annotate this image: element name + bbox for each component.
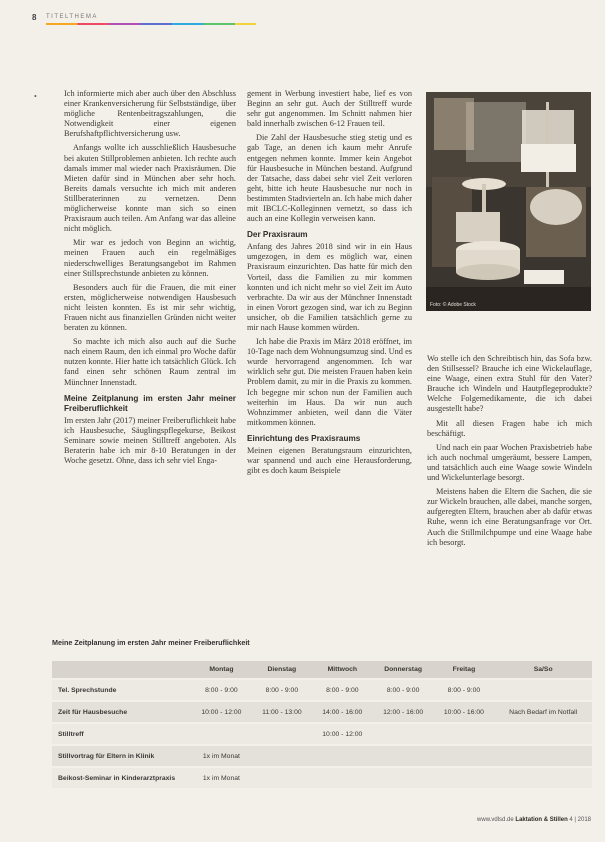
table-cell [312,767,373,788]
table-title: Meine Zeitplanung im ersten Jahr meiner Freiberuflichkeit [52,638,250,647]
table-cell: 8:00 - 9:00 [373,679,434,701]
page-header [32,13,572,25]
table-row [52,701,592,723]
table-cell [373,723,434,745]
section-heading: Der Praxisraum [247,230,308,240]
column-header: Donnerstag [373,661,434,679]
table-cell: 8:00 - 9:00 [191,679,252,701]
table-cell: 8:00 - 9:00 [434,679,495,701]
column-header [52,661,191,679]
table-cell: 8:00 - 9:00 [312,679,373,701]
column-header: Freitag [434,661,495,679]
column-header: Dienstag [252,661,312,679]
table-cell: 8:00 - 9:00 [252,679,312,701]
table-cell: 12:00 - 16:00 [373,701,434,723]
row-label: Stillvortrag für Eltern in Klinik [52,745,191,767]
section-label: TITELTHEMA [46,14,98,20]
row-label: Tel. Sprechstunde [52,679,191,701]
row-label: Beikost-Seminar in Kinderarztpraxis [52,767,191,788]
section-heading: Meine Zeitplanung im ersten Jahr meiner Freiberuflichkeit [64,393,236,413]
table-row [52,679,592,701]
column-header: Mittwoch [312,661,373,679]
table-row [52,723,592,745]
text-column-2 [247,89,412,619]
table-cell [494,679,592,701]
table-cell: 1x im Monat [191,745,252,767]
article-photo [426,92,591,311]
paragraph: gement in Werbung investiert habe, lief es von Beginn an sehr gut. Auch der Stilltreff wurde sehr gut angenommen. Im Schnitt nahmen hier bald innerhalb zwischen 6-12 Frauen teil. [247,89,412,129]
table-cell [373,767,434,788]
table-cell [434,723,495,745]
paragraph: Mit all diesen Fragen habe ich mich beschäftigt. [427,418,592,438]
section-heading: Einrichtung des Praxisraums [247,433,361,443]
page-number: 8 [32,13,37,22]
table-cell [191,723,252,745]
paragraph: Im ersten Jahr (2017) meiner Freiberuflichkeit habe ich Hausbesuche, Säuglingspflegekurse, Beikost Seminare sowie meinen Stilltreff angeboten. Als Beraterin habe ich mir 8-10 Beratungen in der Woche gesetzt. Ohne, dass ich sehr viel Enga- [64,415,236,465]
paragraph: So machte ich mich also auch auf die Suche nach einem Raum, den ich einmal pro Woche dafür nutzen konnte. Hier hatte ich tatsächlich Glück. Ich fand einen sehr schönen Raum zentral im Münchner Innenstadt. [64,337,236,387]
table-cell [373,745,434,767]
paragraph: Die Zahl der Hausbesuche stieg stetig und es gab Tage, an denen ich kaum mehr Anrufe entgegen nehmen konnte. Immer kein Angebot für Hausbesuche in München bestand. Aufgrund der Tatsache, dass dabei sehr viel Zeit verloren geht, bitte ich heute Hausbesuche nur noch in bestimmten Stadtvierteln an. Ich habe mich daher mit IBCLC-Kolleginnen vernetzt, so dass ich auch an eine Kollegin verweisen kann. [247,133,412,224]
table-cell: 14:00 - 16:00 [312,701,373,723]
table-cell [434,745,495,767]
paragraph: Und nach ein paar Wochen Praxisbetrieb habe ich auch nochmal umgeräumt, bessere Lampen, und tatsächlich auch eine Waage sowie Windeln und Wickelunterlage besorgt. [427,442,592,483]
header-color-bar [46,23,256,25]
table-cell: 10:00 - 16:00 [434,701,495,723]
schedule-table [52,661,592,788]
table-row [52,767,592,788]
table-cell: 10:00 - 12:00 [312,723,373,745]
page-footer [477,817,591,823]
column-header: Sa/So [494,661,592,679]
footer-issue: 4 | 2018 [569,817,591,823]
table-cell [252,723,312,745]
table-row [52,745,592,767]
paragraph: Besonders auch für die Frauen, die mit einer ersten, möglicherweise notwendigen Hausbesuch nicht leisten konnten. Es ist mir sehr wichtig, Frauen nicht aus finanziellen Gründen nicht weiter beraten zu können. [64,282,236,333]
paragraph: Wo stelle ich den Schreibtisch hin, das Sofa bzw. den Stillsessel? Brauche ich eine Wickelauflage, eine Waage, einen extra Stuhl für den Vater? Brauche ich Windeln und Hautpflegeprodukte? Welche Folgemedikamente, die ich dabei ausgestellt habe? [427,354,592,414]
row-label: Stilltreff [52,723,191,745]
table-cell: 1x im Monat [191,767,252,788]
consultation-room-image [426,92,591,311]
schedule-table-section [52,638,592,788]
paragraph: Ich informierte mich aber auch über den Abschluss einer Krankenversicherung für Selbstständige, über mögliche Rentenbeitragszahlungen, die Notwendigkeit einer eigenen Berufshaftpflichtversicherung usw. [64,89,236,139]
table-cell: Nach Bedarf im Notfall [494,701,592,723]
row-label: Zeit für Hausbesuche [52,701,191,723]
table-cell [494,745,592,767]
table-cell [434,767,495,788]
table-cell [252,767,312,788]
column-header: Montag [191,661,252,679]
paragraph: Meistens haben die Eltern die Sachen, die sie zur Wickeln brauchen, alle dabei, manche sorgen, aufgeregten Eltern, brauchen aber ab dafür etwas Ruhe, wenn ich eine Beratungsanfrage vor Ort. Auch die Stillmilchpumpe und eine Waage habe ich besorgt. [427,487,592,547]
table-header-row [52,661,592,679]
table-cell [252,745,312,767]
paragraph: Anfangs wollte ich ausschließlich Hausbesuche bei akuten Stillproblemen anbieten. Ich rechte auch damals immer mal wieder nach Praxisräumen. Die Mieten dafür sind in München aber sehr hoch. Bereits damals versuchte ich mich mit anderen Stillberaterinnen zu vernetzen. Denn möglicherweise konnte man sich so einen Praxisraum auch teilen. Am Anfang war das alleine nicht möglich. [64,143,236,234]
table-cell [494,723,592,745]
paragraph-bullet: • [34,92,37,101]
table-cell: 10:00 - 12:00 [191,701,252,723]
table-cell [312,745,373,767]
table-cell: 11:00 - 13:00 [252,701,312,723]
paragraph: Meinen eigenen Beratungsraum einzurichten, war spannend und auch eine Herausforderung, gibt es doch kaum Beispiele [247,445,412,476]
footer-brand: Laktation & Stillen [515,817,568,823]
paragraph: Mir war es jedoch von Beginn an wichtig, meinen Frauen auch ein regelmäßiges niederschwelliges Beratungsangebot im Rahmen einer Stillsprechstunde anbieten zu können. [64,238,236,278]
text-column-3 [427,354,592,614]
photo-caption: Foto: © Adobe Stock [430,302,476,308]
paragraph: Ich habe die Praxis im März 2018 eröffnet, im 10-Tage nach dem Wohnungsumzug sind. Und es wurde hervorragend angenommen. Ich war wirklich sehr gut. Die meisten Frauen haben kein Problem damit, zu mir in die Praxis zu kommen. Ich begegne mir schon nun der Familien auch weiterhin im Haus. Da wir nun auch Wohnzimmer anbieten, weil dann die Väter mitkommen können. [247,337,412,427]
text-column-1 [64,89,236,619]
footer-url: www.vdlsd.de [477,817,514,823]
table-cell [494,767,592,788]
paragraph: Anfang des Jahres 2018 sind wir in ein Haus umgezogen, in dem es möglich war, einen Praxisraum einzurichten. Das hatte für mich den Vorteil, dass die Familien zu mir kommen konnten und ich nicht mehr so viel Zeit im Auto verbrachte. Da wir aus der Münchner Innenstadt in einen Vorort gezogen sind, war ich zu Beginn unsicher, ob die Familien tatsächlich gerne zu mir nach Hause kommen würden. [247,242,412,332]
